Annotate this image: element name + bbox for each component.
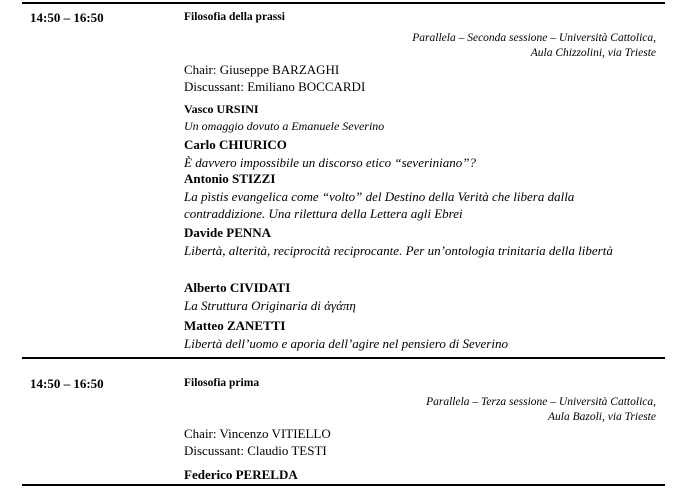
session-venue xyxy=(426,395,656,425)
venue-line-1: Parallela – Terza sessione – Università Cattolica, xyxy=(426,396,656,408)
session-discussant: Discussant: Claudio TESTI xyxy=(184,443,327,458)
speaker-name: Carlo CHIURICO xyxy=(184,137,287,152)
speaker-name: Alberto CIVIDATI xyxy=(184,280,291,295)
speaker-name: Davide PENNA xyxy=(184,225,272,240)
speaker-name: Vasco URSINI xyxy=(184,102,259,116)
top-divider xyxy=(22,2,665,4)
speaker-name: Matteo ZANETTI xyxy=(184,318,286,333)
session-venue xyxy=(412,31,656,61)
bottom-divider xyxy=(22,484,665,486)
venue-line-2: Aula Chizzolini, via Trieste xyxy=(530,47,656,59)
speaker-name: Federico PERELDA xyxy=(184,467,298,482)
talk-title: La Struttura Originaria di ἀγάπη xyxy=(184,298,356,313)
talk-title: Libertà, alterità, reciprocità reciprocante. Per un’ontologia trinitaria della libertà xyxy=(184,243,613,258)
session-title: Filosofia prima xyxy=(184,377,260,389)
session-title: Filosofia della prassi xyxy=(184,11,285,23)
talk-title: È davvero impossibile un discorso etico “severiniano”? xyxy=(184,155,476,170)
session-chair: Chair: Giuseppe BARZAGHI xyxy=(184,62,340,77)
talk-title: La pìstis evangelica come “volto” del Destino della Verità che libera dalla contraddizione. Una rilettura della Lettera agli Ebrei xyxy=(184,189,575,221)
session-chair: Chair: Vincenzo VITIELLO xyxy=(184,426,331,441)
session-discussant: Discussant: Emiliano BOCCARDI xyxy=(184,79,366,94)
venue-line-1: Parallela – Seconda sessione – Università Cattolica, xyxy=(412,32,656,44)
talk-title: Libertà dell’uomo e aporia dell’agire nel pensiero di Severino xyxy=(184,336,508,351)
session-time: 14:50 – 16:50 xyxy=(30,376,104,391)
session-time: 14:50 – 16:50 xyxy=(30,10,104,25)
session-divider xyxy=(22,357,665,359)
talk-title: Un omaggio dovuto a Emanuele Severino xyxy=(184,119,385,133)
venue-line-2: Aula Bazoli, via Trieste xyxy=(548,411,656,423)
speaker-name: Antonio STIZZI xyxy=(184,171,276,186)
